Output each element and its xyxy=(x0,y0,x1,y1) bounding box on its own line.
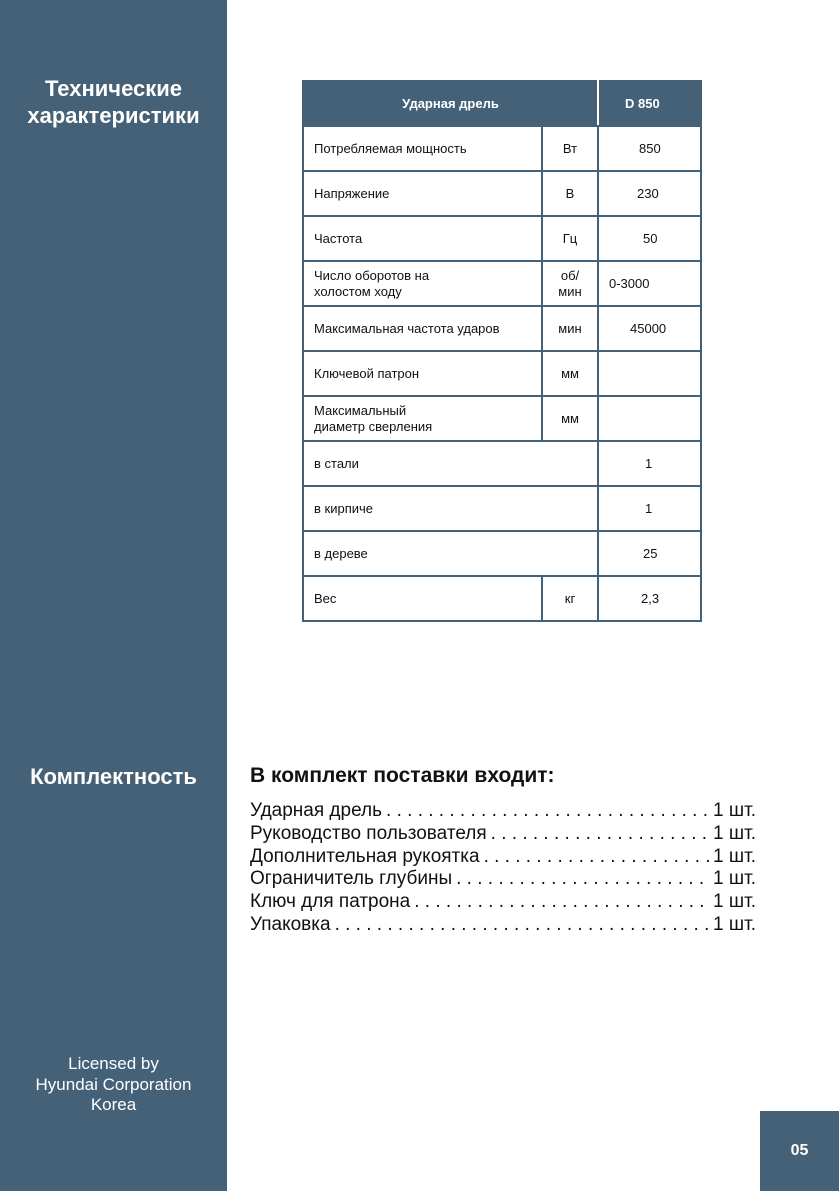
table-row xyxy=(303,261,701,306)
spec-label: Ключевой патрон xyxy=(303,351,542,396)
table-row xyxy=(303,126,701,171)
kit-item-qty: 1 шт. xyxy=(713,891,756,913)
spec-label: Максимальный диаметр сверления xyxy=(303,396,542,441)
kit-item-qty: 1 шт. xyxy=(713,845,756,867)
table-row xyxy=(303,531,701,576)
leader-dots xyxy=(414,891,709,914)
license-text xyxy=(0,1054,227,1116)
spec-unit: мм xyxy=(542,351,598,396)
spec-unit: В xyxy=(542,171,598,216)
leader-dots xyxy=(386,800,709,823)
spec-unit: об/ мин xyxy=(542,261,598,306)
list-item xyxy=(250,914,756,937)
spec-unit: кг xyxy=(542,576,598,621)
license-line: Licensed by xyxy=(68,1054,159,1073)
spec-label: Напряжение xyxy=(303,171,542,216)
leader-dots xyxy=(456,868,709,891)
spec-label: Вес xyxy=(303,576,542,621)
kit-item-name: Руководство пользователя xyxy=(250,822,487,844)
spec-value: 50 xyxy=(598,216,701,261)
table-row xyxy=(303,351,701,396)
spec-label: Потребляемая мощность xyxy=(303,126,542,171)
table-row xyxy=(303,486,701,531)
kit-item-qty: 1 шт. xyxy=(713,800,756,821)
kit-item-name: Дополнительная рукоятка xyxy=(250,845,480,867)
table-row xyxy=(303,171,701,216)
spec-value: 45000 xyxy=(598,306,701,351)
list-item xyxy=(250,823,756,846)
specs-table xyxy=(302,80,702,622)
spec-value: 230 xyxy=(598,171,701,216)
leader-dots xyxy=(484,846,709,869)
kit-item-name: Упаковка xyxy=(250,913,331,935)
table-row xyxy=(303,216,701,261)
license-line: Hyundai Corporation xyxy=(35,1074,192,1094)
tech-specs-heading: Технические характеристики xyxy=(27,76,200,128)
kit-item-name: Ударная дрель xyxy=(250,800,383,821)
table-row xyxy=(303,306,701,351)
spec-label: в кирпиче xyxy=(303,486,598,531)
spec-value: 2,3 xyxy=(598,576,701,621)
kit-item-qty: 1 шт. xyxy=(713,822,756,844)
spec-label: в стали xyxy=(303,441,598,486)
kit-list xyxy=(250,800,756,937)
page-number: 05 xyxy=(760,1111,839,1191)
kit-heading: Комплектность xyxy=(30,764,197,789)
table-row xyxy=(303,576,701,621)
kit-item-qty: 1 шт. xyxy=(713,868,756,890)
table-row xyxy=(303,396,701,441)
product-header: Ударная дрель xyxy=(303,81,598,126)
list-item xyxy=(250,891,756,914)
kit-item-name: Ключ для патрона xyxy=(250,891,411,913)
list-item xyxy=(250,846,756,869)
spec-value: 850 xyxy=(598,126,701,171)
spec-value xyxy=(598,351,701,396)
kit-title: В комплект поставки входит: xyxy=(250,764,555,787)
spec-label: Максимальная частота ударов xyxy=(303,306,542,351)
spec-unit: Гц xyxy=(542,216,598,261)
leader-dots xyxy=(491,823,709,846)
table-row xyxy=(303,441,701,486)
spec-value: 1 xyxy=(598,486,701,531)
spec-value xyxy=(598,396,701,441)
list-item xyxy=(250,800,756,823)
spec-value: 1 xyxy=(598,441,701,486)
spec-value: 0-3000 xyxy=(598,261,701,306)
license-line: Korea xyxy=(90,1095,137,1114)
kit-item-name: Ограничитель глубины xyxy=(250,868,453,890)
specs-header-row xyxy=(303,81,701,126)
list-item xyxy=(250,868,756,891)
spec-label: Частота xyxy=(303,216,542,261)
spec-unit: мин xyxy=(542,306,598,351)
spec-unit: Вт xyxy=(542,126,598,171)
model-header: D 850 xyxy=(598,81,701,126)
kit-item-qty: 1 шт. xyxy=(713,913,756,935)
leader-dots xyxy=(335,914,709,937)
spec-value: 25 xyxy=(598,531,701,576)
spec-unit: мм xyxy=(542,396,598,441)
spec-label: Число оборотов на холостом ходу xyxy=(303,261,542,306)
sidebar xyxy=(0,0,227,1191)
spec-label: в дереве xyxy=(303,531,598,576)
